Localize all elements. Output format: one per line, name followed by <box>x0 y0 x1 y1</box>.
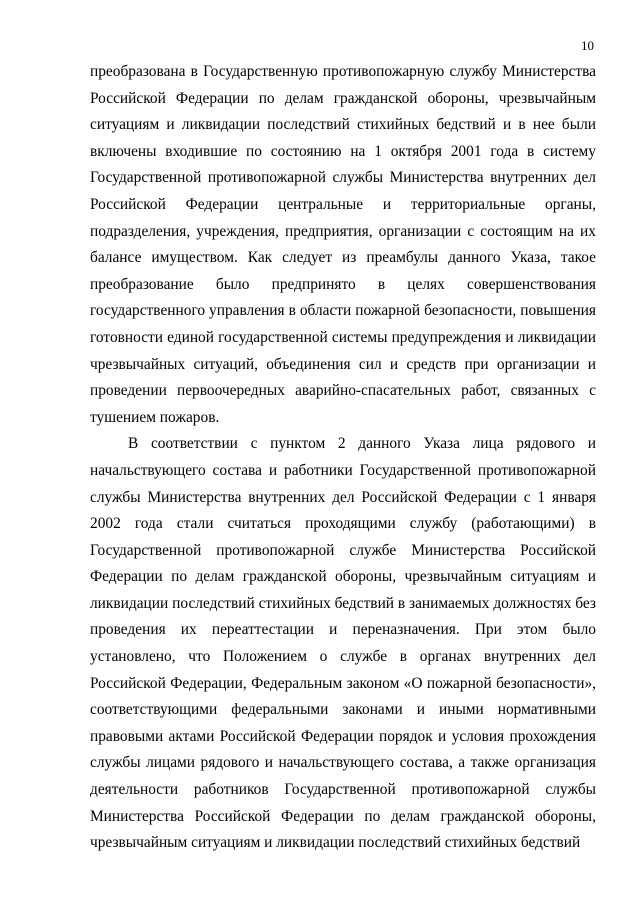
paragraph-continuation: преобразована в Государственную противопожарную службу Министерства Российской Федерации по делам гражданской обороны, чрезвычайным ситуациям и ликвидации последствий стихийных бедствий и в нее были включены входившие по состоянию на 1 октября 2001 года в систему Государственной противопожарной службы Министерства внутренних дел Российской Федерации центральные и территориальные органы, подразделения, учреждения, предприятия, организации с состоящим на их балансе имуществом. Как следует из преамбулы данного Указа, такое преобразование было предпринято в целях совершенствования государственного управления в области пожарной безопасности, повышения готовности единой государственной системы предупреждения и ликвидации чрезвычайных ситуаций, объединения сил и средств при организации и проведении первоочередных аварийно-спасательных работ, связанных с тушением пожаров. <box>90 63 596 426</box>
paragraph: В соответствии с пунктом 2 данного Указа лица рядового и начальствующего состава и работники Государственной противопожарной службы Министерства внутренних дел Российской Федерации с 1 января 2002 года стали считаться проходящими службу (работающими) в Государственной противопожарной службе Министерства Российской Федерации по делам гражданской обороны, чрезвычайным ситуациям и ликвидации последствий стихийных бедствий в занимаемых должностях без проведения их переаттестации и переназначения. При этом было установлено, что Положением о службе в органах внутренних дел Российской Федерации, Федеральным законом «О пожарной безопасности», соответствующими федеральными законами и иными нормативными правовыми актами Российской Федерации порядок и условия прохождения службы лицами рядового и начальствующего состава, а также организация деятельности работников Государственной противопожарной службы Министерства Российской Федерации по делам гражданской обороны, чрезвычайным ситуациям и ликвидации последствий стихийных бедствий <box>90 435 596 852</box>
page-number: 10 <box>581 38 594 53</box>
body-text <box>90 59 596 857</box>
